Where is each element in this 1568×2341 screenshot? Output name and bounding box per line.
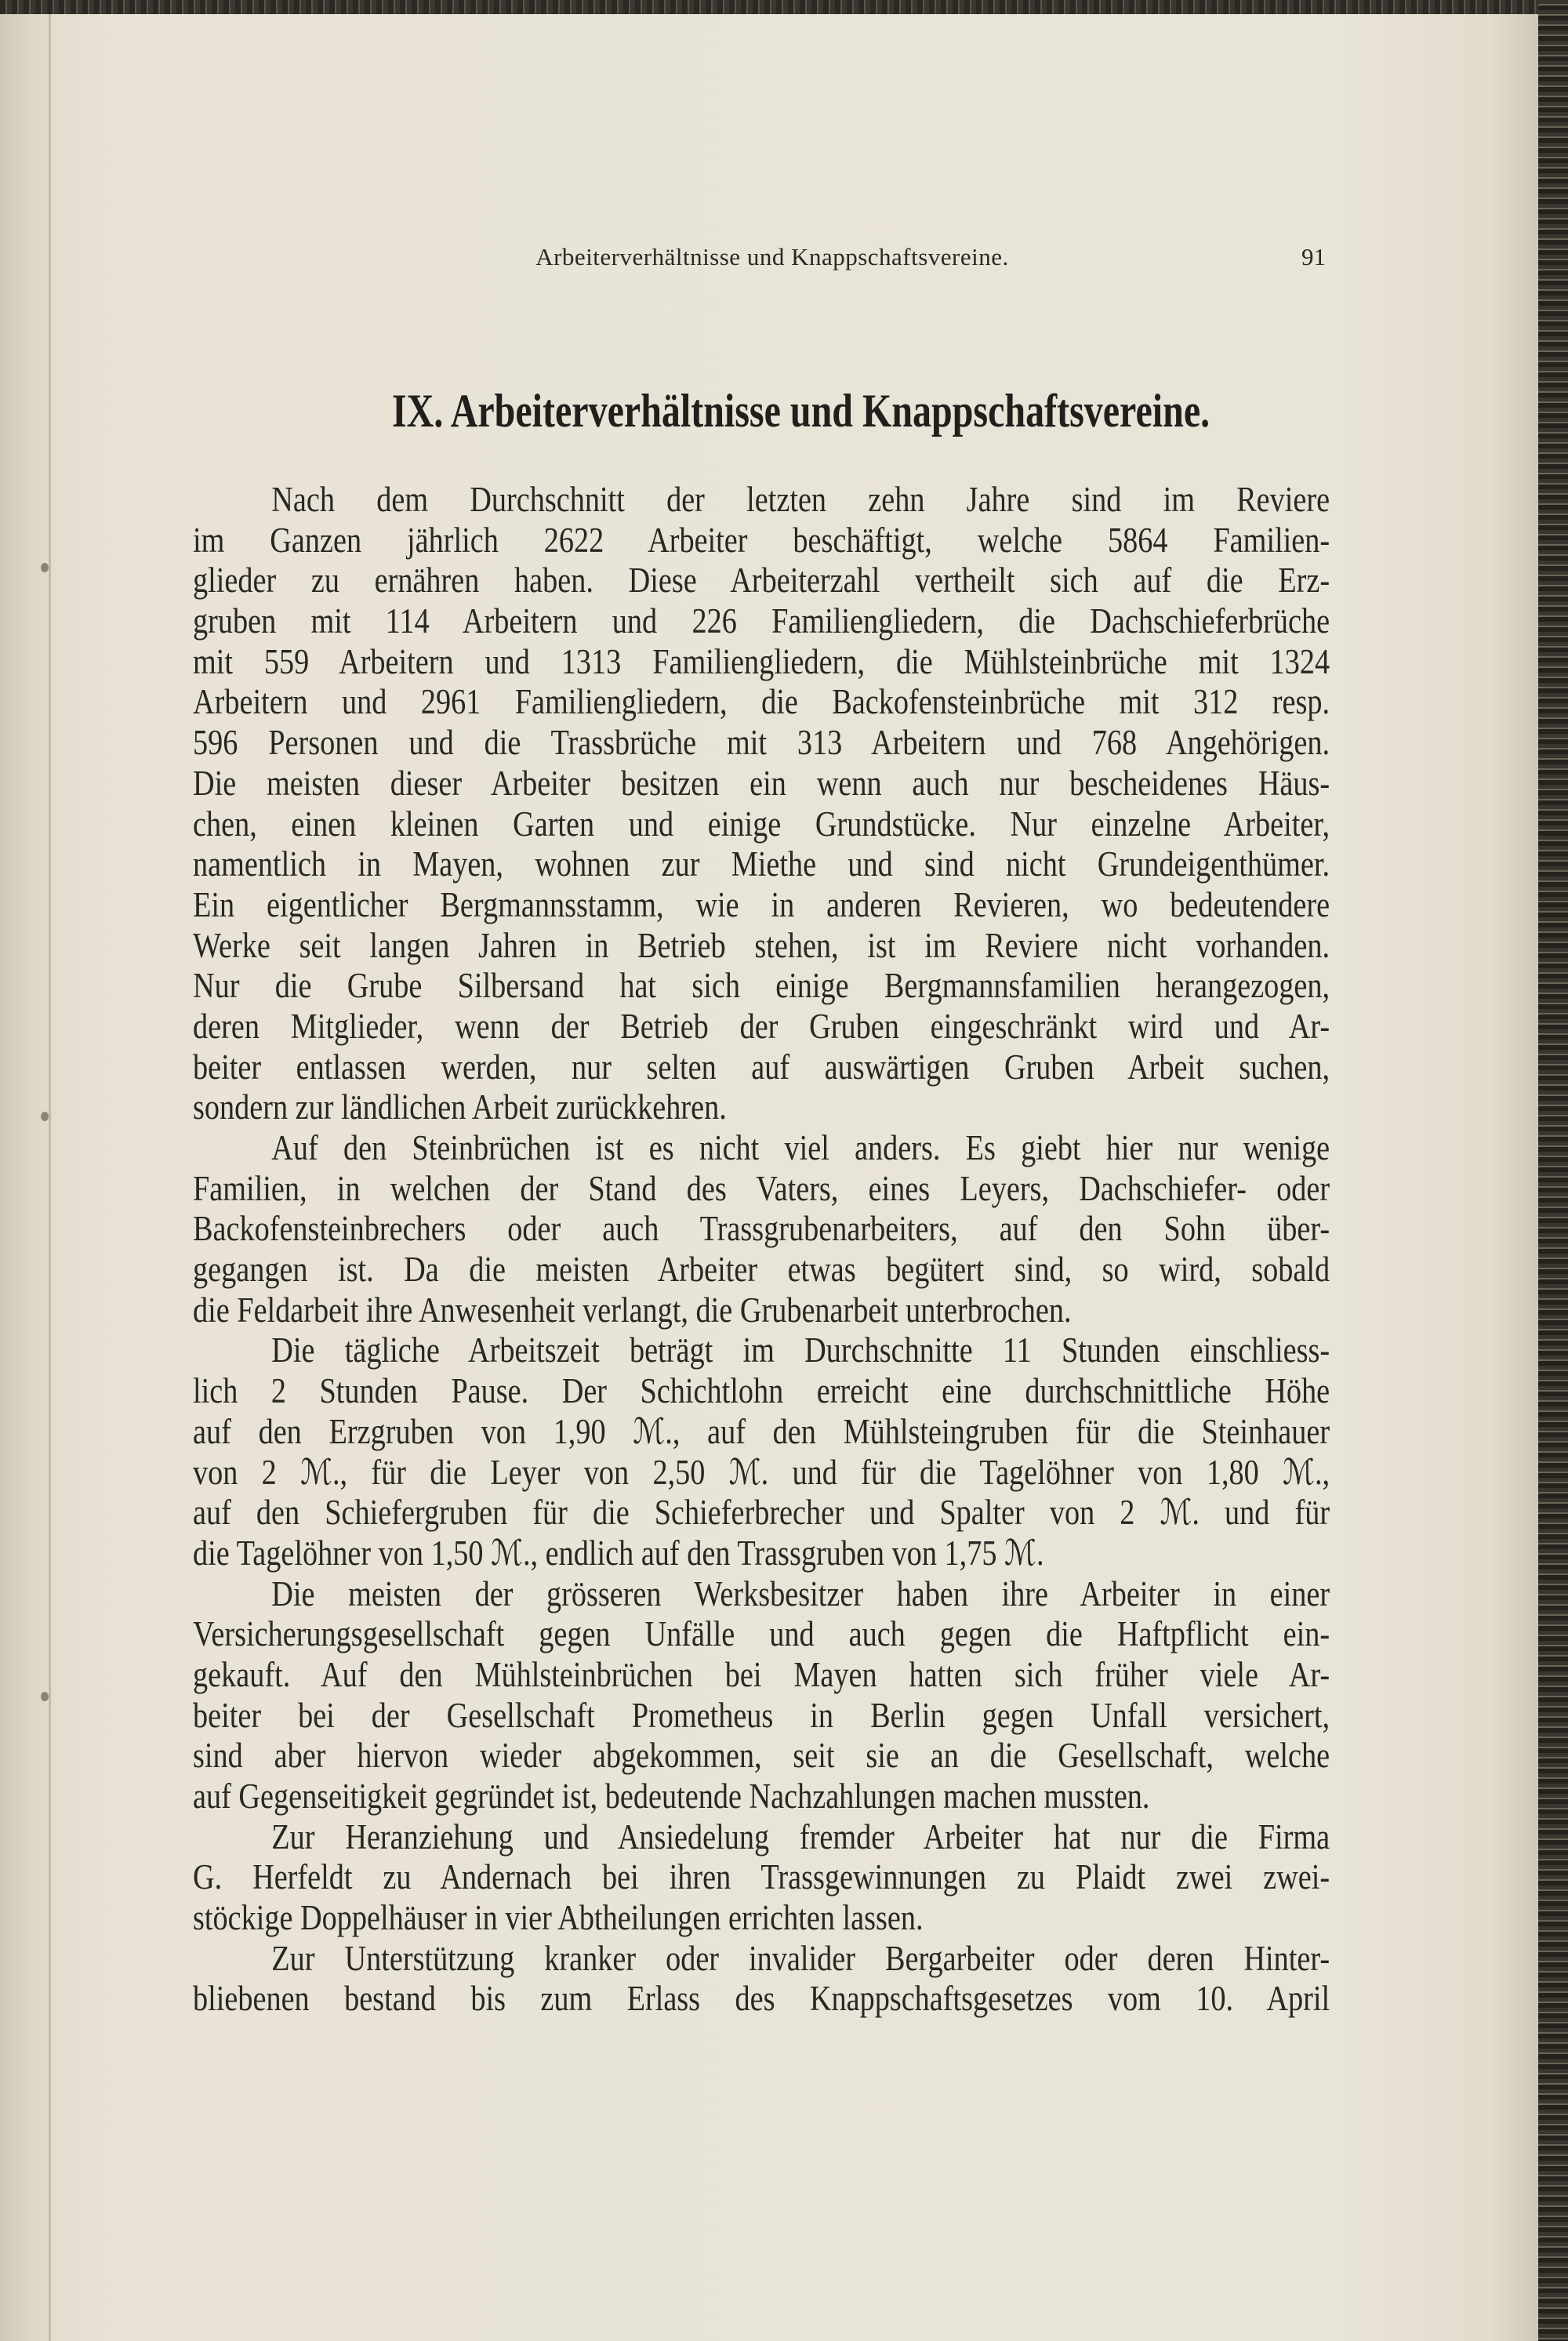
text-line: beiter entlassen werden, nur selten auf auswärtigen Gruben Arbeit suchen,	[193, 1047, 1330, 1087]
binding-hole-mark	[41, 1692, 49, 1701]
text-line: auf den Erzgruben von 1,90 ℳ., auf den Mühlsteingruben für die Steinhauer	[193, 1411, 1330, 1451]
text-line: Ein eigentlicher Bergmannsstamm, wie in anderen Revieren, wo bedeutendere	[193, 884, 1330, 924]
binding-hole-mark	[41, 563, 49, 572]
text-line: chen, einen kleinen Garten und einige Grundstücke. Nur einzelne Arbeiter,	[193, 804, 1330, 844]
running-title: Arbeiterverhältnisse und Knappschaftsvereine.	[535, 243, 1009, 270]
text-line: deren Mitglieder, wenn der Betrieb der Gruben eingeschränkt wird und Ar-	[193, 1006, 1330, 1046]
binding-hole-mark	[41, 1112, 49, 1121]
text-line: Arbeitern und 2961 Familiengliedern, die Backofensteinbrüche mit 312 resp.	[193, 682, 1330, 722]
text-line: lich 2 Stunden Pause. Der Schichtlohn erreicht eine durchschnittliche Höhe	[193, 1371, 1330, 1411]
text-line: gruben mit 114 Arbeitern und 226 Familiengliedern, die Dachschieferbrüche	[193, 601, 1330, 641]
paragraph	[193, 1574, 1330, 1817]
text-line: Versicherungsgesellschaft gegen Unfälle und auch gegen die Haftpflicht ein-	[193, 1614, 1330, 1654]
text-line: gegangen ist. Da die meisten Arbeiter etwas begütert sind, so wird, sobald	[193, 1250, 1330, 1290]
text-line: gekauft. Auf den Mühlsteinbrüchen bei Mayen hatten sich früher viele Ar-	[193, 1654, 1330, 1694]
text-line: Werke seit langen Jahren in Betrieb stehen, ist im Reviere nicht vorhanden.	[193, 925, 1330, 965]
text-line: mit 559 Arbeitern und 1313 Familiengliedern, die Mühlsteinbrüche mit 1324	[193, 641, 1330, 681]
text-line: von 2 ℳ., für die Leyer von 2,50 ℳ. und für die Tagelöhner von 1,80 ℳ.,	[193, 1452, 1330, 1492]
book-cover-edge	[1538, 0, 1568, 2341]
text-line: Auf den Steinbrüchen ist es nicht viel anders. Es giebt hier nur wenige	[271, 1128, 1330, 1167]
text-line: auf den Schiefergruben für die Schieferbrecher und Spalter von 2 ℳ. und für	[193, 1493, 1330, 1533]
page-number: 91	[1301, 243, 1326, 270]
text-line: Die tägliche Arbeitszeit beträgt im Durchschnitte 11 Stunden einschliess-	[271, 1330, 1330, 1370]
paragraph	[193, 1128, 1330, 1330]
text-line: im Ganzen jährlich 2622 Arbeiter beschäftigt, welche 5864 Familien-	[193, 520, 1330, 560]
text-line: sind aber hiervon wieder abgekommen, seit sie an die Gesellschaft, welche	[193, 1736, 1330, 1776]
paragraph	[193, 480, 1330, 1128]
text-line: Die meisten der grösseren Werksbesitzer haben ihre Arbeiter in einer	[271, 1573, 1330, 1613]
text-line: die Tagelöhner von 1,50 ℳ., endlich auf den Trassgruben von 1,75 ℳ.	[193, 1533, 1044, 1573]
text-line: namentlich in Mayen, wohnen zur Miethe und sind nicht Grundeigenthümer.	[193, 844, 1330, 884]
text-line: Nach dem Durchschnitt der letzten zehn Jahre sind im Reviere	[271, 480, 1330, 519]
text-line: G. Herfeldt zu Andernach bei ihren Trassgewinnungen zu Plaidt zwei zwei-	[193, 1857, 1330, 1897]
paragraph	[193, 1330, 1330, 1573]
text-line: auf Gegenseitigkeit gegründet ist, bedeutende Nachzahlungen machen mussten.	[193, 1777, 1150, 1816]
page-gutter	[49, 14, 51, 2341]
text-line: beiter bei der Gesellschaft Prometheus in Berlin gegen Unfall versichert,	[193, 1695, 1330, 1735]
text-line: die Feldarbeit ihre Anwesenheit verlangt, die Grubenarbeit unterbrochen.	[193, 1290, 1072, 1330]
chapter-title: IX. Arbeiterverhältnisse und Knappschaftsvereine.	[392, 385, 1210, 437]
text-line: stöckige Doppelhäuser in vier Abtheilungen errichten lassen.	[193, 1898, 924, 1938]
text-line: Familien, in welchen der Stand des Vaters, eines Leyers, Dachschiefer- oder	[193, 1168, 1330, 1208]
text-line: 596 Personen und die Trassbrüche mit 313 Arbeitern und 768 Angehörigen.	[193, 723, 1330, 763]
running-header	[0, 243, 1538, 278]
paragraph	[193, 1939, 1330, 2020]
paragraph	[193, 1817, 1330, 1939]
text-line: bliebenen bestand bis zum Erlass des Knappschaftsgesetzes vom 10. April	[193, 1979, 1330, 2019]
text-line: sondern zur ländlichen Arbeit zurückkehren.	[193, 1087, 727, 1127]
text-line: glieder zu ernähren haben. Diese Arbeiterzahl vertheilt sich auf die Erz-	[193, 561, 1330, 601]
text-line: Zur Heranziehung und Ansiedelung fremder Arbeiter hat nur die Firma	[271, 1817, 1330, 1856]
text-line: Backofensteinbrechers oder auch Trassgrubenarbeiters, auf den Sohn über-	[193, 1209, 1330, 1249]
text-line: Die meisten dieser Arbeiter besitzen ein wenn auch nur bescheidenes Häus-	[193, 763, 1330, 803]
text-line: Nur die Grube Silbersand hat sich einige Bergmannsfamilien herangezogen,	[193, 966, 1330, 1006]
body-text	[193, 480, 1330, 2020]
text-line: Zur Unterstützung kranker oder invalider Bergarbeiter oder deren Hinter-	[271, 1938, 1330, 1978]
book-top-edge	[0, 0, 1568, 16]
